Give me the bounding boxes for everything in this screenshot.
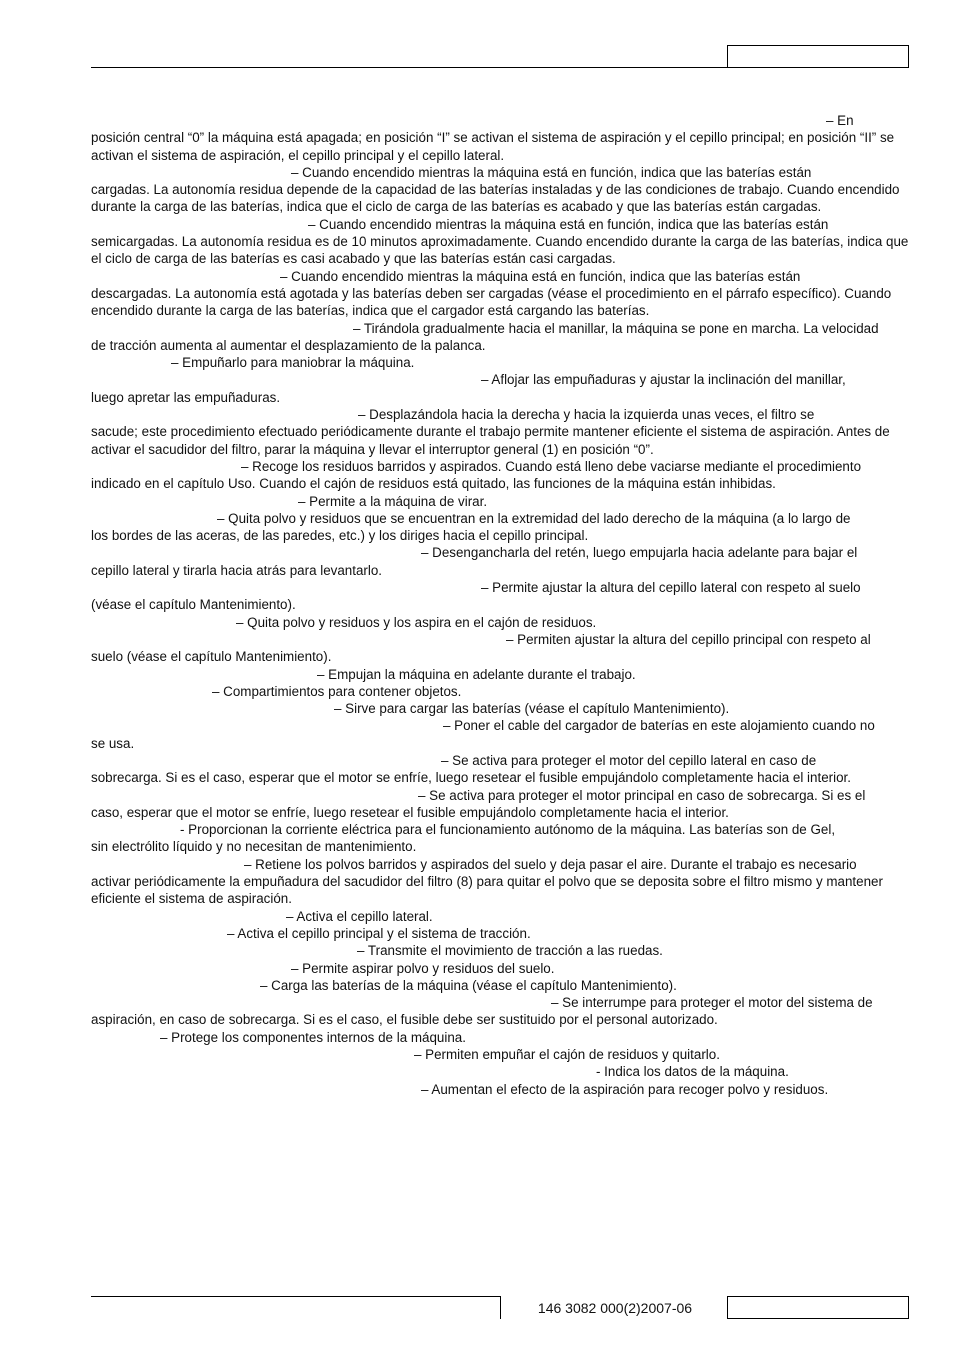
paragraph-continuation: cepillo lateral y tirarla hacia atrás para levantarlo. xyxy=(91,562,383,578)
paragraph-continuation: sin electrólito líquido y no necesitan de mantenimiento. xyxy=(91,839,417,855)
description-paragraph xyxy=(91,164,911,216)
description-paragraph xyxy=(91,1063,911,1080)
paragraph-first-line: – Permite a la máquina de virar. xyxy=(298,493,488,509)
description-paragraph xyxy=(91,320,911,355)
paragraph-first-line: – Permite aspirar polvo y residuos del suelo. xyxy=(291,960,555,976)
paragraph-first-line: – Activa el cepillo lateral. xyxy=(286,908,433,924)
description-paragraph xyxy=(91,510,911,545)
paragraph-continuation: semicargadas. La autonomía residua es de 10 minutos aproximadamente. Cuando encendido durante la carga de las baterías, indica que el ciclo de carga de las baterías es casi acabado y que las baterías están casi cargadas. xyxy=(91,234,909,267)
paragraph-first-line: – En xyxy=(826,113,854,128)
paragraph-first-line: – Aumentan el efecto de la aspiración para recoger polvo y residuos. xyxy=(421,1081,829,1097)
paragraph-first-line: – Se activa para proteger el motor del cepillo lateral en caso de xyxy=(441,752,817,768)
description-paragraph xyxy=(91,977,911,994)
paragraph-first-line: – Transmite el movimiento de tracción a las ruedas. xyxy=(357,943,663,959)
paragraph-first-line: – Quita polvo y residuos y los aspira en el cajón de residuos. xyxy=(236,614,597,630)
footer-rule xyxy=(91,1296,500,1297)
paragraph-first-line: – Retiene los polvos barridos y aspirados del suelo y deja pasar el aire. Durante el trabajo es necesario xyxy=(244,856,857,872)
paragraph-first-line: – Carga las baterías de la máquina (véase el capítulo Mantenimiento). xyxy=(260,977,677,993)
paragraph-first-line: - Proporcionan la corriente eléctrica para el funcionamiento autónomo de la máquina. Las baterías son de Gel, xyxy=(180,822,836,838)
body-text xyxy=(91,112,911,1098)
paragraph-continuation: cargadas. La autonomía residua depende de la capacidad de las baterías instaladas y de las condiciones de trabajo. Cuando encendido durante la carga de las baterías, indica que el ciclo de carga de las baterías es acabado y que las baterías están cargadas. xyxy=(91,182,900,215)
description-paragraph xyxy=(91,406,911,458)
description-paragraph xyxy=(91,216,911,268)
description-paragraph xyxy=(91,856,911,908)
paragraph-continuation: sacude; este procedimiento efectuado periódicamente durante el trabajo permite mantener eficiente el sistema de aspiración. Antes de activar el sacudidor del filtro, parar la máquina y llevar el interruptor general (1) en posición “0”. xyxy=(91,424,890,457)
paragraph-continuation: posición central “0” la máquina está apagada; en posición “I” se activan el sistema de aspiración y el cepillo principal; en posición “II” se activan el sistema de aspiración, el cepillo principal y el cepillo lateral. xyxy=(91,130,895,163)
description-paragraph xyxy=(91,1081,911,1098)
paragraph-first-line: – Se interrumpe para proteger el motor del sistema de xyxy=(551,995,873,1011)
paragraph-continuation: descargadas. La autonomía está agotada y las baterías deben ser cargadas (véase el procedimiento en el párrafo específico). Cuando encendido durante la carga de las baterías, indica que el cargador está cargando las baterías. xyxy=(91,285,892,319)
header-rule xyxy=(91,67,727,68)
paragraph-first-line: – Cuando encendido mientras la máquina está en función, indica que las baterías están xyxy=(280,268,801,284)
description-paragraph xyxy=(91,942,911,959)
paragraph-continuation: de tracción aumenta al aumentar el desplazamiento de la palanca. xyxy=(91,337,486,353)
description-paragraph xyxy=(91,960,911,977)
paragraph-continuation: suelo (véase el capítulo Mantenimiento). xyxy=(91,649,332,665)
paragraph-first-line: – Activa el cepillo principal y el sistema de tracción. xyxy=(227,925,531,941)
paragraph-first-line: - Indica los datos de la máquina. xyxy=(596,1064,789,1080)
description-paragraph xyxy=(91,1046,911,1063)
description-paragraph xyxy=(91,700,911,717)
description-paragraph xyxy=(91,683,911,700)
paragraph-first-line: – Permiten ajustar la altura del cepillo principal con respeto al xyxy=(506,631,871,647)
paragraph-continuation: los bordes de las aceras, de las paredes, etc.) y los diriges hacia el cepillo principal. xyxy=(91,528,589,544)
description-paragraph xyxy=(91,994,911,1029)
paragraph-first-line: – Tirándola gradualmente hacia el manillar, la máquina se pone en marcha. La velocidad xyxy=(353,320,879,336)
footer-divider xyxy=(500,1296,501,1319)
description-paragraph xyxy=(91,458,911,493)
paragraph-first-line: – Protege los componentes internos de la máquina. xyxy=(160,1029,466,1045)
description-paragraph xyxy=(91,268,911,320)
paragraph-continuation: aspiración, en caso de sobrecarga. Si es el caso, el fusible debe ser sustituido por el personal autorizado. xyxy=(91,1012,718,1028)
description-paragraph xyxy=(91,821,911,856)
paragraph-continuation: sobrecarga. Si es el caso, esperar que el motor se enfríe, luego resetear el fusible empujándolo completamente hacia el interior. xyxy=(91,770,851,786)
description-paragraph xyxy=(91,1029,911,1046)
paragraph-first-line: – Empujan la máquina en adelante durante el trabajo. xyxy=(317,666,636,682)
description-paragraph xyxy=(91,579,911,614)
paragraph-first-line: – Recoge los residuos barridos y aspirados. Cuando está lleno debe vaciarse mediante el procedimiento xyxy=(241,458,862,474)
description-paragraph xyxy=(91,544,911,579)
paragraph-first-line: – Se activa para proteger el motor principal en caso de sobrecarga. Si es el xyxy=(418,787,866,803)
description-paragraph xyxy=(91,354,911,371)
description-paragraph xyxy=(91,631,911,666)
description-paragraph xyxy=(91,925,911,942)
paragraph-first-line: – Empuñarlo para maniobrar la máquina. xyxy=(171,355,415,371)
paragraph-continuation: se usa. xyxy=(91,735,135,751)
header-box xyxy=(727,45,909,68)
paragraph-first-line: – Cuando encendido mientras la máquina está en función, indica que las baterías están xyxy=(308,216,829,232)
footer-doc-code: 146 3082 000(2)2007-06 xyxy=(537,1300,693,1316)
paragraph-continuation: activar periódicamente la empuñadura del sacudidor del filtro (8) para quitar el polvo que se deposita sobre el filtro mismo y mantener eficiente el sistema de aspiración. xyxy=(91,874,883,907)
paragraph-first-line: – Permite ajustar la altura del cepillo lateral con respeto al suelo xyxy=(481,580,861,596)
description-paragraph xyxy=(91,752,911,787)
paragraph-continuation: luego apretar las empuñaduras. xyxy=(91,389,281,405)
paragraph-first-line: – Desengancharla del retén, luego empujarla hacia adelante para bajar el xyxy=(421,545,858,561)
description-paragraph xyxy=(91,371,911,406)
footer-box xyxy=(727,1296,909,1319)
paragraph-first-line: – Compartimientos para contener objetos. xyxy=(212,683,462,699)
description-paragraph xyxy=(91,666,911,683)
paragraph-first-line: – Permiten empuñar el cajón de residuos y quitarlo. xyxy=(414,1047,720,1063)
paragraph-first-line: – Desplazándola hacia la derecha y hacia la izquierda unas veces, el filtro se xyxy=(358,407,815,423)
paragraph-continuation: caso, esperar que el motor se enfríe, luego resetear el fusible empujándolo completamente hacia el interior. xyxy=(91,804,729,820)
paragraph-first-line: – Quita polvo y residuos que se encuentran en la extremidad del lado derecho de la máquina (a lo largo de xyxy=(217,510,851,526)
description-paragraph xyxy=(91,717,911,752)
paragraph-first-line: – Poner el cable del cargador de baterías en este alojamiento cuando no xyxy=(443,718,875,734)
paragraph-first-line: – Cuando encendido mientras la máquina está en función, indica que las baterías están xyxy=(291,164,812,180)
description-paragraph xyxy=(91,614,911,631)
description-paragraph xyxy=(91,493,911,510)
description-paragraph xyxy=(91,908,911,925)
paragraph-continuation: (véase el capítulo Mantenimiento). xyxy=(91,597,296,613)
paragraph-continuation: indicado en el capítulo Uso. Cuando el cajón de residuos está quitado, las funciones de la máquina están inhibidas. xyxy=(91,476,776,492)
description-paragraph xyxy=(91,787,911,822)
description-paragraph xyxy=(91,112,911,164)
paragraph-first-line: – Sirve para cargar las baterías (véase el capítulo Mantenimiento). xyxy=(334,701,730,717)
paragraph-first-line: – Aflojar las empuñaduras y ajustar la inclinación del manillar, xyxy=(481,372,846,388)
